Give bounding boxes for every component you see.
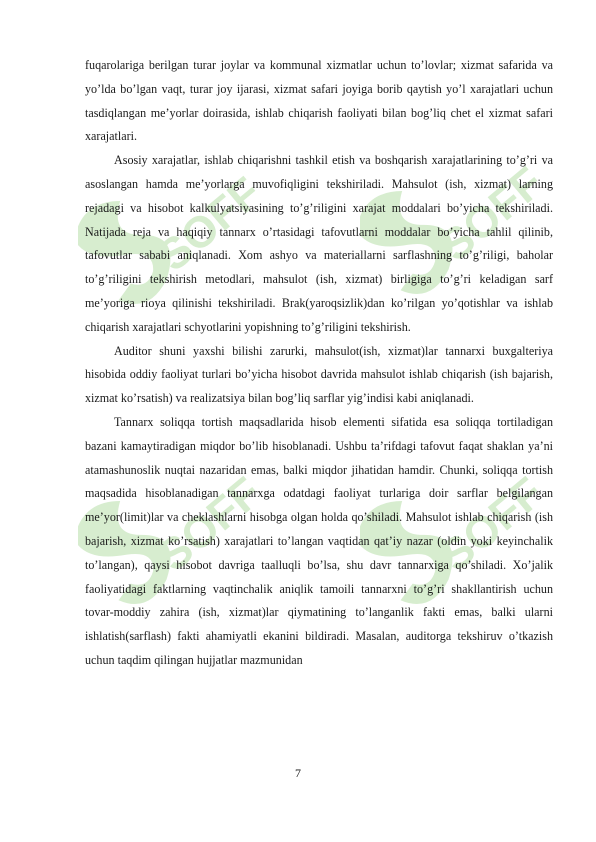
svg-text:SOFF: SOFF (149, 167, 271, 281)
svg-text:SOFF: SOFF (149, 467, 271, 581)
svg-text:SOFF: SOFF (431, 157, 553, 271)
paragraph: Asosiy xarajatlar, ishlab chiqarishni tashkil etish va boshqarish xarajatlarining to’g’ri va asoslangan hamda me’yorlarga muvofiqligini tekshiriladi. Mahsulot (ish, xizmat) larning rejadagi va hisobot kalkulyatsiyasining to’g’riligini xarajat moddalari bo’yicha tekshiriladi. Natijada reja va haqiqiy tannarx o’rtasidagi tafovutlarni moddalar bo’yicha tahlil qilinib, tafovutlar sababi aniqlanadi. Xom ashyo va materiallarni sarflashning to’g’riligi, baholar to’g’riligini tekshirish metodlari, mahsulot (ish, xizmat) birligiga to’g’ri keladigan sarf me’yoriga rioya qilinishi tekshiriladi. Brak(yaroqsizlik)dan ko’rilgan yo’qotishlar va ishlab chiqarish xarajatlari schyotlarini yopishning to’g’riligini tekshirish. (85, 153, 553, 334)
paragraph: Auditor shuni yaxshi bilishi zarurki, mahsulot(ish, xizmat)lar tannarxi buxgalteriya hisobida oddiy faoliyat turlari bo’yicha hisobot davrida mahsulot ishlab chiqarish (ish bajarish, xizmat ko’rsatish) va realizatsiya bilan bog’liq sarflar yig’indisi kabi aniqlanadi. (85, 343, 553, 406)
svg-text:SOFF: SOFF (431, 467, 553, 581)
page-number: 7 (295, 766, 301, 780)
body-text (85, 54, 553, 673)
paragraph: Tannarx soliqqa tortish maqsadlarida hisob elementi sifatida esa soliqqa tortiladigan bazani kamaytiradigan miqdor bo’lib hisoblanadi. Ushbu ta’rifdagi tafovut faqat shaklan ya’ni atamashunoslik nuqtai nazaridan emas, balki miqdor jihatidan hamdir. Chunki, soliqqa tortish maqsadida hisoblanadigan tannarxga odatdagi faoliyat turlariga doir sarflar belgilangan me’yor(limit)lar va cheklashlarni hisobga olgan holda qo’shiladi. Mahsulot ishlab chiqarish (ish bajarish, xizmat ko’rsatish) xarajatlari to’langan vaqtidan qat’iy nazar (oldin yoki keyinchalik to’langan), qaysi hisobot davriga taalluqli bo’lsa, shu davr tannarxiga qo’shiladi. Xo’jalik faoliyatidagi faktlarning vaqtinchalik aniqlik tamoili tannarxni to’g’ri shakllantirish uchun tovar-moddiy zahira (ish, xizmat)lar qiymatining to’langanlik fakti emas, balki ularni ishlatish(sarflash) fakti ahamiyatli ekanini bildiradi. Masalan, auditorga tekshiruv o’tkazish uchun taqdim qilingan hujjatlar mazmunidan (85, 414, 553, 667)
paragraph: fuqarolariga berilgan turar joylar va kommunal xizmatlar uchun to’lovlar; xizmat safarida va yo’lda bo’lgan vaqt, turar joy ijarasi, xizmat safari joyiga borib qaytish yo’l xarajatlari uchun tasdiqlangan me’yorlar doirasida, ishlab chiqarish faoliyati bilan bog’liq chet el xizmat safari xarajatlari. (85, 58, 553, 144)
